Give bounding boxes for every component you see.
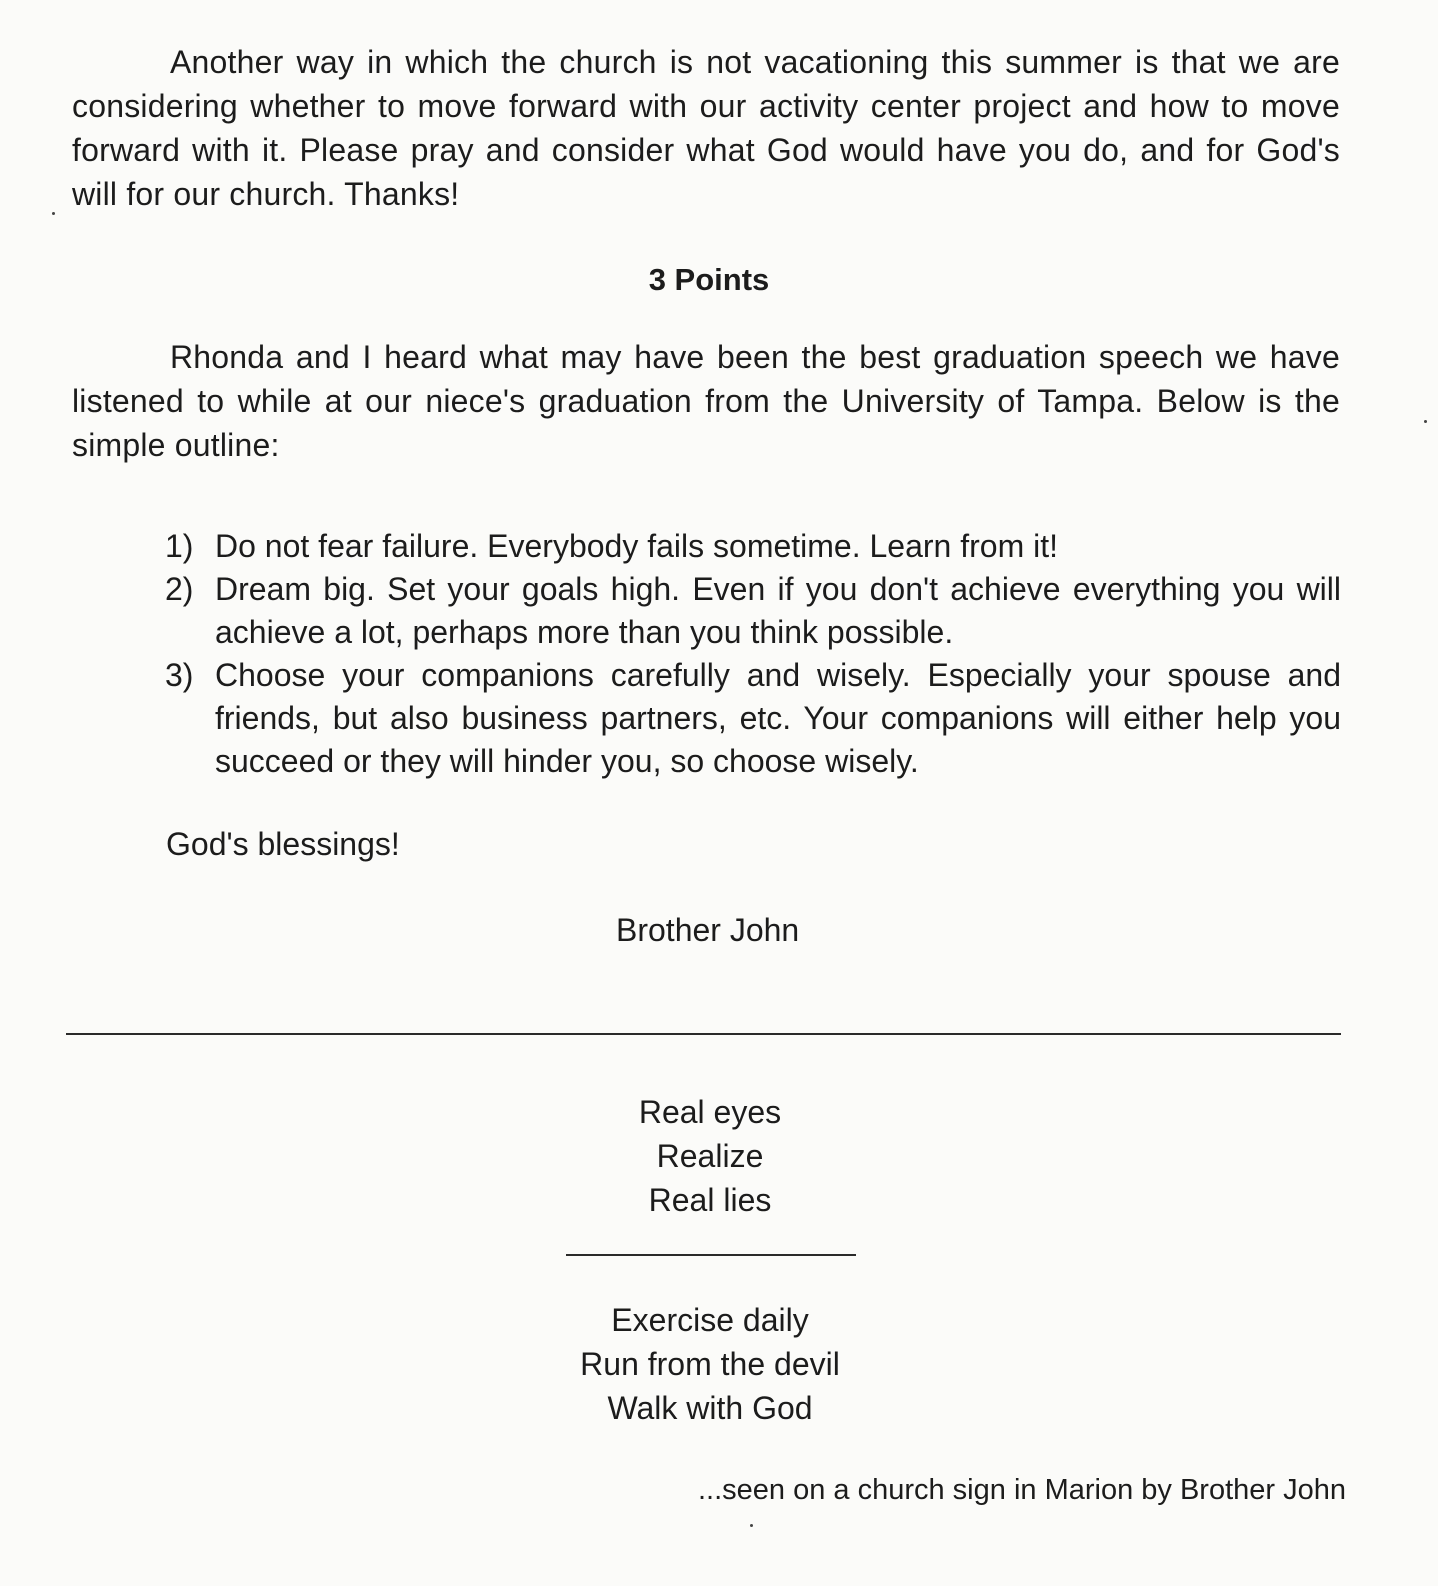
- poem-line: Realize: [656, 1138, 764, 1174]
- list-item: [165, 525, 1341, 568]
- list-item-text: Choose your companions carefully and wisely. Especially your spouse and friends, but also business partners, etc. Your companions will either help you succeed or they will hinder you, so choose wisely.: [215, 657, 1341, 779]
- poem-line: Real lies: [648, 1182, 772, 1218]
- poem-line: Exercise daily: [611, 1302, 809, 1338]
- poem-line: Real eyes: [638, 1094, 782, 1130]
- list-item: [165, 654, 1341, 783]
- intro-paragraph: [72, 40, 1340, 216]
- points-list: [165, 525, 1341, 783]
- list-item: [165, 568, 1341, 654]
- list-item-text: Dream big. Set your goals high. Even if you don't achieve everything you will achieve a lot, perhaps more than you think possible.: [215, 571, 1341, 650]
- list-item-number: 2): [165, 571, 194, 607]
- paper-speck: [750, 1524, 753, 1527]
- list-item-number: 3): [165, 657, 194, 693]
- paper-speck: [1424, 420, 1427, 423]
- closing-greeting: God's blessings!: [166, 826, 400, 862]
- sign-credit: ...seen on a church sign in Marion by Brother John: [697, 1474, 1346, 1506]
- signature: Brother John: [616, 912, 800, 948]
- section-divider: [66, 1033, 1341, 1035]
- poem-divider: [566, 1254, 856, 1256]
- speech-paragraph-text: Rhonda and I heard what may have been the best graduation speech we have listened to while at our niece's graduation from the University of Tampa. Below is the simple outline:: [72, 339, 1340, 463]
- speech-paragraph: [72, 335, 1340, 467]
- section-heading: 3 Points: [648, 262, 770, 297]
- poem-line: Run from the devil: [580, 1346, 840, 1382]
- poem-line: Walk with God: [607, 1390, 813, 1426]
- poem-exercise: [410, 1298, 1010, 1430]
- paper-speck: [52, 212, 55, 215]
- intro-paragraph-text: Another way in which the church is not vacationing this summer is that we are considering whether to move forward with our activity center project and how to move forward with it. Please pray and consider what God would have you do, and for God's will for our church. Thanks!: [72, 44, 1340, 212]
- poem-real-eyes: [410, 1090, 1010, 1222]
- list-item-text: Do not fear failure. Everybody fails sometime. Learn from it!: [215, 528, 1059, 564]
- list-item-number: 1): [165, 528, 194, 564]
